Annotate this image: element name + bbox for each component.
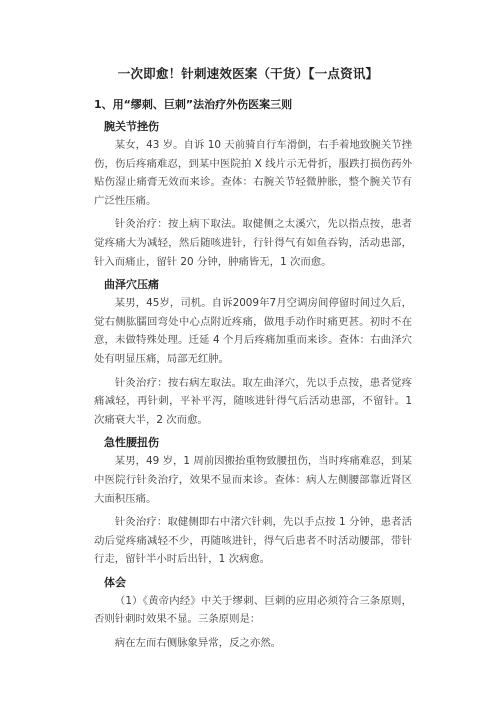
case-heading-lumbar: 急性腰扭伤: [104, 436, 159, 450]
paragraph: 针灸治疗：按右病左取法。取左曲泽穴，先以手点按，患者觉疼痛减轻，再针刺，平补平泻，随咳进针得气后活动患部，不留针。1 次痛衰大半，2 次而愈。: [94, 376, 412, 426]
paragraph: 针灸治疗：取健侧即右中渚穴针刺，先以手点按 1 分钟，患者活动后觉疼痛减轻不少，再随咳进针，得气后患者不时活动腰部，带针行走，留针半小时后出针，1 次病愈。: [94, 516, 412, 566]
document-title: 一次即愈！针刺速效医案（干货）【一点资讯】: [117, 66, 379, 81]
document-body: [94, 96, 412, 653]
case-heading-wrist: 腕关节挫伤: [104, 120, 159, 133]
paragraph: 某女，43 岁。自诉 10 天前骑自行车滑倒，右手着地致腕关节挫伤，伤后疼痛难忍，到某中医院拍 X 线片示无骨折，服跌打损伤药外贴伤湿止痛膏无效而来诊。查体：右腕关节轻微肿胀，整个腕关节有广泛性压痛。: [94, 139, 412, 207]
paragraph: 某男，45岁，司机。自诉2009年7月空调房间停留时间过久后，觉右侧肱臑回弯处中心点附近疼痛，做甩手动作时痛更甚。初时不在意，未做特殊处理。迁延 4 个月后疼痛加重而来诊。查体：右曲泽穴处有明显压痛，局部无红肿。: [94, 297, 412, 365]
paragraph: （1）《黄帝内经》中关于缪刺、巨刺的应用必须符合三条原则，否则针刺时效果不显。三条原则是：: [94, 594, 412, 626]
case-heading-quze: 曲泽穴压痛: [104, 278, 159, 292]
paragraph: 针灸治疗：按上病下取法。取健侧之太溪穴，先以指点按，患者觉疼痛大为减轻，然后随咳进针，行针得气有如鱼吞钩，活动患部，针入而痛止，留针 20 分钟，肿痛皆无，1 次而愈。: [94, 218, 412, 268]
paragraph: 某男，49 岁，1 周前因搬抬重物致腰扭伤，当时疼痛难忍，到某中医院行针灸治疗，效果不显而来诊。查体：病人左侧腰部靠近肾区大面积压痛。: [94, 455, 412, 505]
paragraph: 病在左而右侧脉象异常，反之亦然。: [114, 637, 282, 650]
summary-heading: 体会: [104, 575, 126, 589]
section-heading: 1、用“缪刺、巨刺”法治疗外伤医案三则: [94, 98, 293, 111]
